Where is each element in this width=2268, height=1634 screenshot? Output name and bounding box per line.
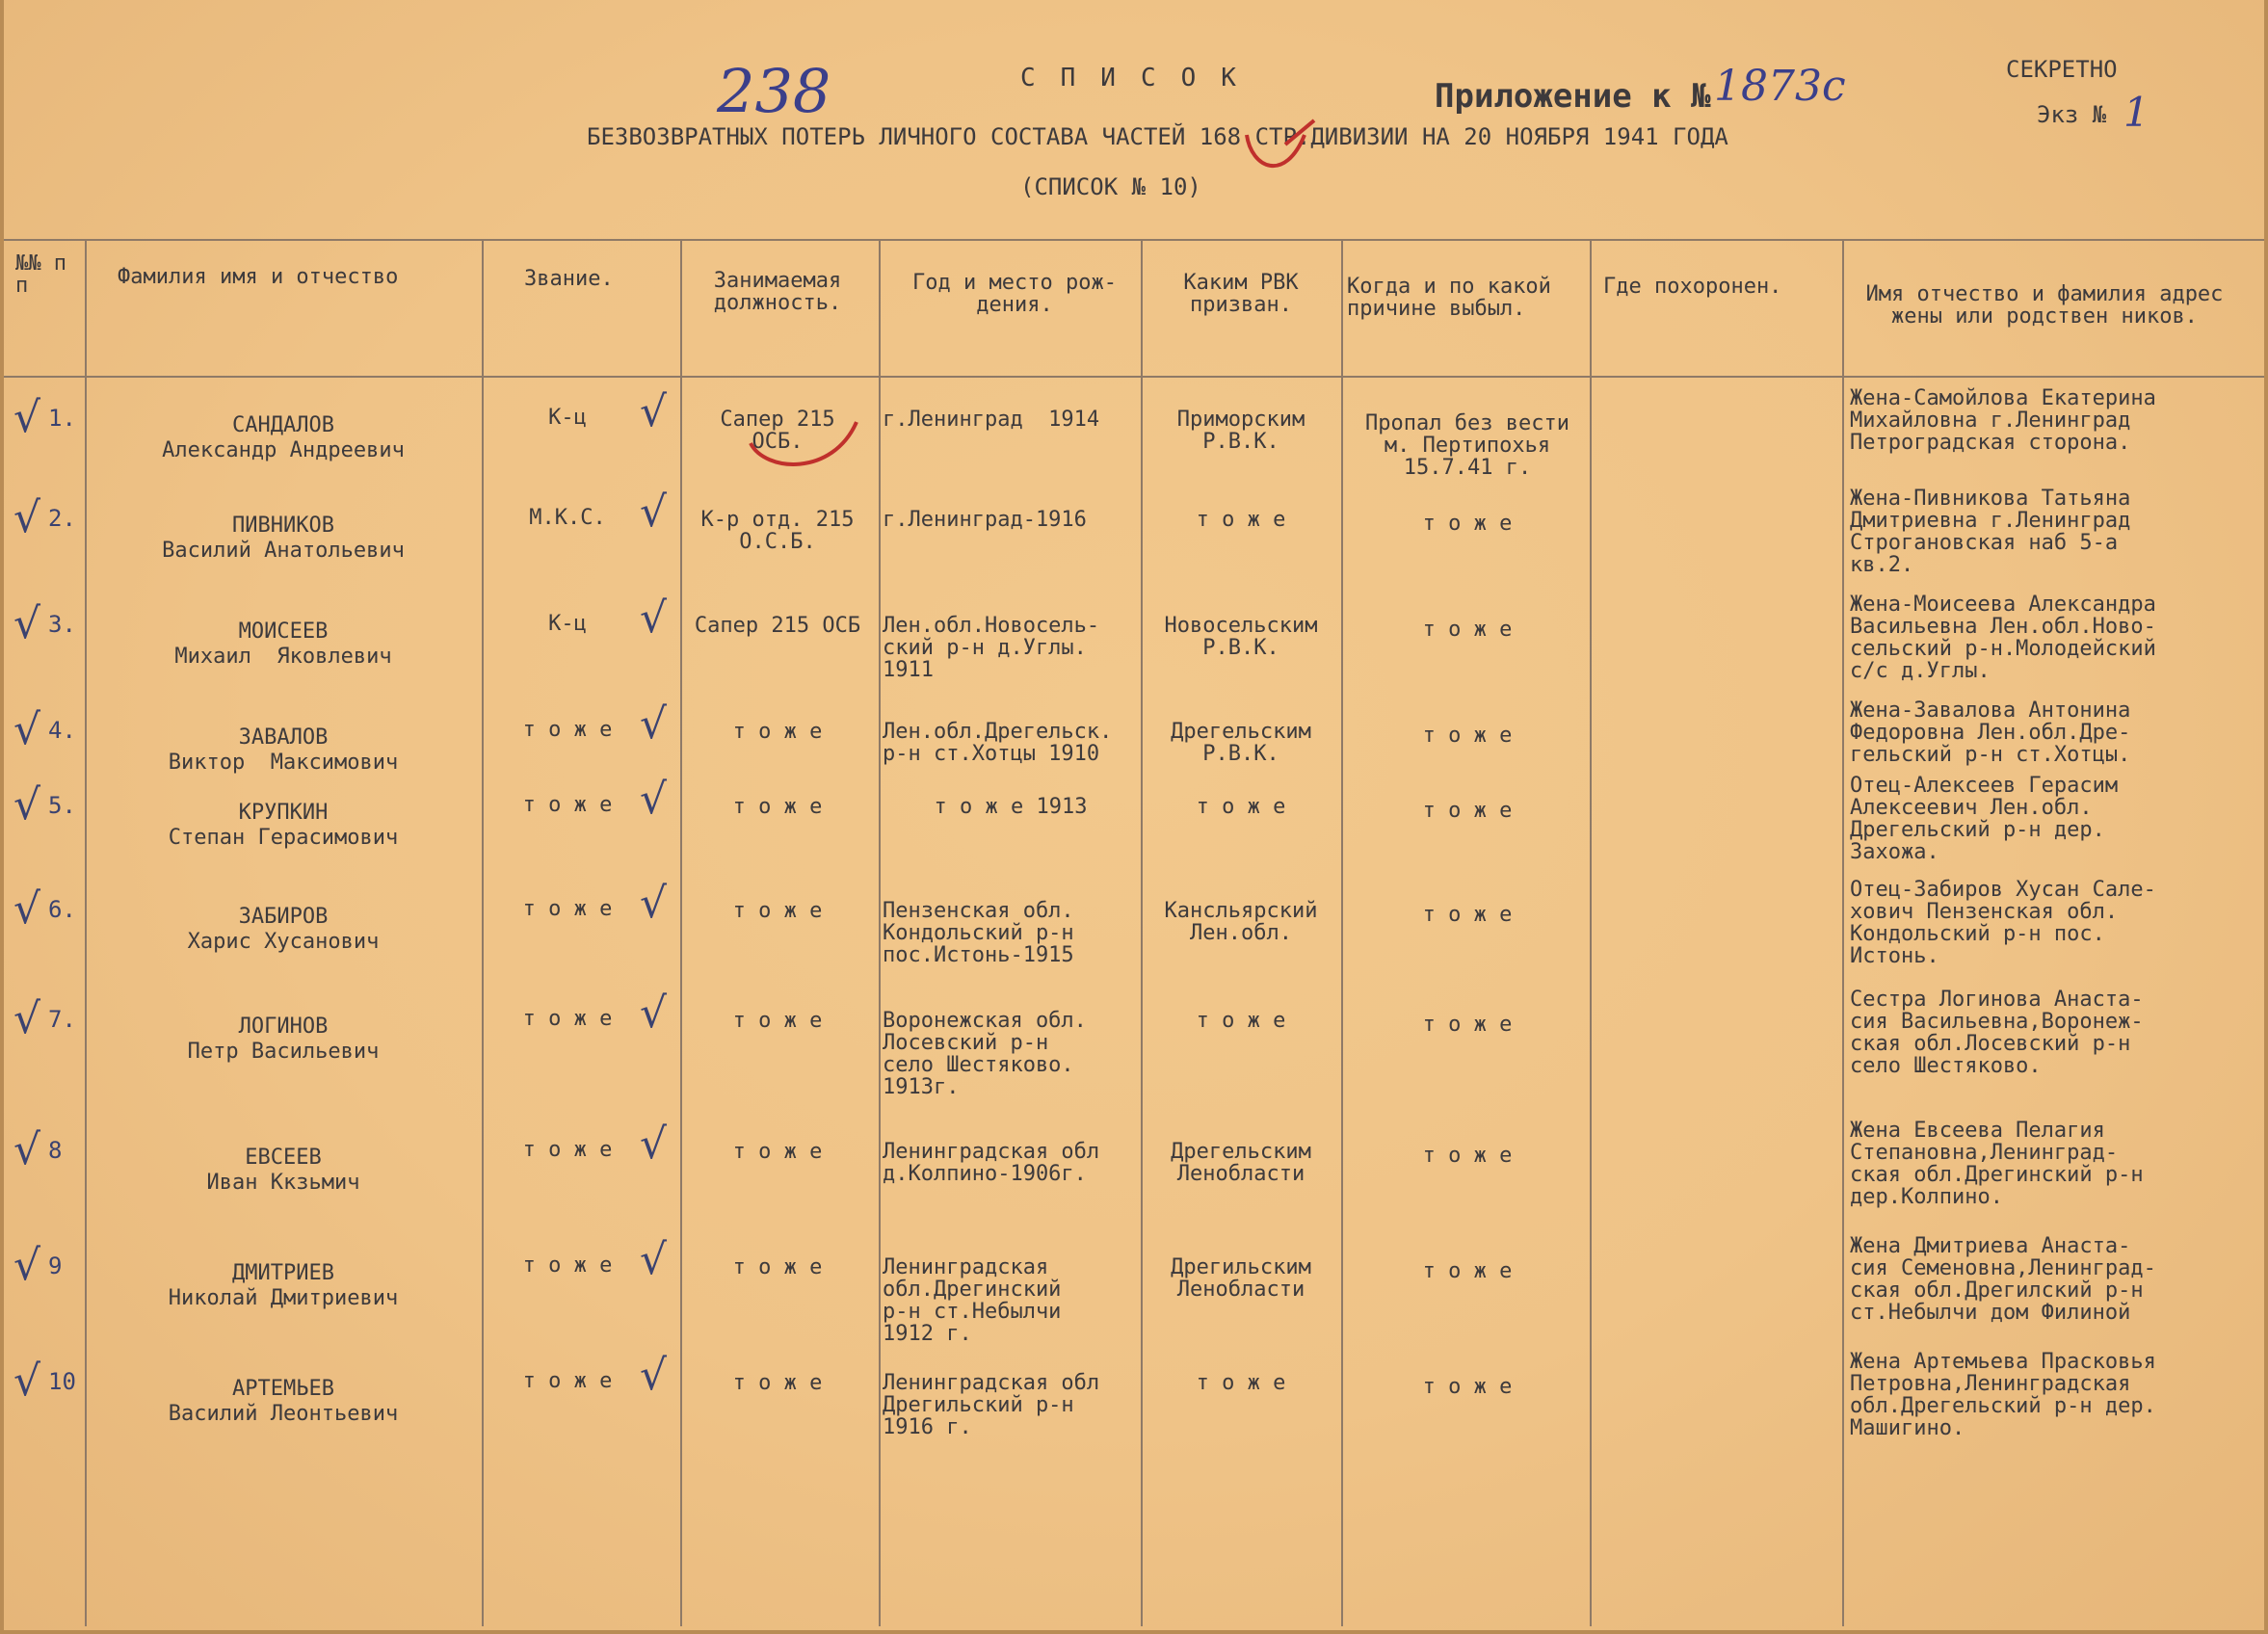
- birth-info: г.Ленинград-1916: [883, 508, 1087, 532]
- reason-left: т о ж е: [1422, 512, 1513, 536]
- relative-info: Жена Дмитриева Анаста- сия Семеновна,Ленинград- ская обл.Дрегилский р-н ст.Небылчи дом Филиной: [1850, 1234, 2156, 1325]
- reason-left: т о ж е: [1422, 1144, 1513, 1168]
- given-names: Василий Анатольевич: [162, 539, 405, 563]
- given-names: Виктор Максимович: [168, 751, 399, 775]
- rank: т о ж е: [522, 1138, 613, 1162]
- given-names: Харис Хусанович: [187, 930, 380, 954]
- position: т о ж е: [732, 1255, 823, 1279]
- position: т о ж е: [732, 720, 823, 744]
- col-header-when: Когда и по какой причине выбыл.: [1347, 275, 1551, 321]
- relative-info: Жена-Завалова Антонина Федоровна Лен.обл.Дре- гельский р-н ст.Хотцы.: [1850, 698, 2131, 767]
- reason-left: т о ж е: [1422, 618, 1513, 642]
- col-header-buried: Где похоронен.: [1603, 275, 1782, 299]
- relative-info: Сестра Логинова Анаста- сия Васильевна,Воронеж- ская обл.Лосевский р-н село Шестяково.: [1850, 988, 2144, 1078]
- drafted-by-rvk: Приморским Р.В.К.: [1176, 408, 1305, 454]
- relative-info: Отец-Забиров Хусан Сале- хович Пензенская обл. Кондольский р-н пос. Истонь.: [1850, 878, 2156, 968]
- given-names: Иван Ккзьмич: [206, 1171, 360, 1195]
- position: Сапер 215 ОСБ.: [720, 408, 835, 454]
- birth-info: Лен.обл.Дрегельск. р-н ст.Хотцы 1910: [883, 720, 1113, 766]
- surname: МОИСЕЕВ: [238, 619, 329, 644]
- copy-number: 1: [2123, 89, 2149, 136]
- document-subtitle: БЕЗВОЗВРАТНЫХ ПОТЕРЬ ЛИЧНОГО СОСТАВА ЧАСТЕЙ 168 СТР.ДИВИЗИИ НА 20 НОЯБРЯ 1941 ГОДА: [587, 123, 1728, 150]
- reason-left: Пропал без вести м. Пертипохья 15.7.41 г.: [1365, 411, 1569, 480]
- handwritten-page-number: 238: [717, 56, 831, 126]
- drafted-by-rvk: Дрегельским Ленобласти: [1171, 1140, 1311, 1186]
- drafted-by-rvk: т о ж е: [1196, 1009, 1286, 1033]
- annex-number: 1873с: [1714, 62, 1846, 111]
- relative-info: Отец-Алексеев Герасим Алексеевич Лен.обл. Дрегельский р-н дер. Захожа.: [1850, 774, 2119, 864]
- row-number: 2.: [48, 505, 76, 532]
- row-number: 9: [48, 1252, 63, 1279]
- margin-checkmark: √: [13, 599, 41, 648]
- rank: М.К.С.: [529, 506, 606, 530]
- relative-info: Жена Артемьева Прасковья Петровна,Ленинградская обл.Дрегельский р-н дер. Машигино.: [1850, 1350, 2156, 1440]
- birth-info: Ленинградская обл.Дрегинский р-н ст.Небылчи 1912 г.: [883, 1255, 1062, 1346]
- col-header-kin: Имя отчество и фамилия адрес жены или родствен ников.: [1865, 282, 2224, 329]
- given-names: Степан Герасимович: [168, 826, 399, 850]
- given-names: Александр Андреевич: [162, 438, 405, 462]
- rank: т о ж е: [522, 1253, 613, 1278]
- position: К-р отд. 215 О.С.Б.: [700, 508, 855, 554]
- birth-info: Лен.обл.Новосель- ский р-н д.Углы. 1911: [883, 614, 1100, 682]
- birth-info: Ленинградская обл Дрегильский р-н 1916 г.: [883, 1371, 1100, 1439]
- drafted-by-rvk: т о ж е: [1196, 795, 1286, 819]
- list-title: СПИСОК: [1020, 64, 1261, 92]
- relative-info: Жена-Пивникова Татьяна Дмитриевна г.Ленинград Строгановская наб 5-а кв.2.: [1850, 487, 2131, 577]
- position: т о ж е: [732, 795, 823, 819]
- rank-checkmark: √: [640, 988, 668, 1038]
- surname: ЛОГИНОВ: [238, 1015, 329, 1039]
- reason-left: т о ж е: [1422, 799, 1513, 823]
- col-header-rvk: Каким РВК призван.: [1183, 271, 1299, 317]
- row-number: 8: [48, 1137, 63, 1164]
- rank-checkmark: √: [640, 699, 668, 749]
- row-number: 3.: [48, 611, 76, 638]
- row-number: 7.: [48, 1006, 76, 1033]
- position: т о ж е: [732, 1371, 823, 1395]
- given-names: Петр Васильевич: [187, 1040, 380, 1064]
- annex-label: Приложение к №: [1435, 77, 1711, 116]
- row-number: 1.: [48, 405, 76, 432]
- reason-left: т о ж е: [1422, 1375, 1513, 1399]
- col-header-number: №№ п п: [15, 251, 66, 298]
- birth-info: Ленинградская обл д.Колпино-1906г.: [883, 1140, 1100, 1186]
- surname: АРТЕМЬЕВ: [232, 1377, 334, 1401]
- surname: КРУПКИН: [238, 801, 329, 825]
- given-names: Василий Леонтьевич: [168, 1402, 399, 1426]
- rank-checkmark: √: [640, 593, 668, 643]
- rank-checkmark: √: [640, 1351, 668, 1400]
- margin-checkmark: √: [13, 1125, 41, 1174]
- rank: т о ж е: [522, 1007, 613, 1031]
- margin-checkmark: √: [13, 994, 41, 1043]
- rank-checkmark: √: [640, 1235, 668, 1284]
- margin-checkmark: √: [13, 705, 41, 754]
- reason-left: т о ж е: [1422, 724, 1513, 748]
- birth-info: г.Ленинград 1914: [883, 408, 1100, 432]
- surname: ПИВНИКОВ: [232, 514, 334, 538]
- margin-checkmark: √: [13, 1357, 41, 1406]
- col-header-birth: Год и место рож- дения.: [912, 271, 1117, 317]
- surname: ЗАБИРОВ: [238, 905, 329, 929]
- rank: К-ц: [548, 612, 587, 636]
- row-number: 6.: [48, 896, 76, 923]
- rank: т о ж е: [522, 897, 613, 921]
- position: т о ж е: [732, 899, 823, 923]
- surname: ЗАВАЛОВ: [238, 725, 329, 750]
- col-header-name: Фамилия имя и отчество: [118, 265, 399, 289]
- surname: ДМИТРИЕВ: [232, 1261, 334, 1285]
- drafted-by-rvk: т о ж е: [1196, 1371, 1286, 1395]
- margin-checkmark: √: [13, 780, 41, 830]
- row-number: 5.: [48, 792, 76, 819]
- reason-left: т о ж е: [1422, 1013, 1513, 1037]
- copy-label: Экз №: [2037, 101, 2107, 128]
- birth-info: Пензенская обл. Кондольский р-н пос.Истонь-1915: [883, 899, 1074, 967]
- margin-checkmark: √: [13, 493, 41, 542]
- rank-checkmark: √: [640, 1120, 668, 1169]
- position: т о ж е: [732, 1140, 823, 1164]
- rank: т о ж е: [522, 718, 613, 742]
- rank-checkmark: √: [640, 879, 668, 928]
- given-names: Николай Дмитриевич: [168, 1286, 399, 1310]
- relative-info: Жена Евсеева Пелагия Степановна,Ленинград- ская обл.Дрегинский р-н дер.Колпино.: [1850, 1119, 2144, 1209]
- rank-checkmark: √: [640, 488, 668, 537]
- col-header-position: Занимаемая должность.: [713, 269, 842, 315]
- col-header-rank: Звание.: [524, 267, 614, 291]
- relative-info: Жена-Самойлова Екатерина Михайловна г.Ленинград Петроградская сторона.: [1850, 386, 2156, 455]
- drafted-by-rvk: Дрегильским Ленобласти: [1171, 1255, 1311, 1302]
- secret-label: СЕКРЕТНО: [2006, 56, 2118, 83]
- rank: К-ц: [548, 406, 587, 430]
- list-number: (СПИСОК № 10): [1020, 173, 1201, 200]
- row-number: 4.: [48, 717, 76, 744]
- document-page: [4, 0, 2264, 1630]
- birth-info: Воронежская обл. Лосевский р-н село Шестяково. 1913г.: [883, 1009, 1087, 1099]
- drafted-by-rvk: Кансльярский Лен.обл.: [1164, 899, 1318, 945]
- birth-info: т о ж е 1913: [934, 795, 1088, 819]
- margin-checkmark: √: [13, 884, 41, 934]
- relative-info: Жена-Моисеева Александра Васильевна Лен.обл.Ново- сельский р-н.Молодейский с/с д.Углы.: [1850, 593, 2156, 683]
- margin-checkmark: √: [13, 1241, 41, 1290]
- rank-checkmark: √: [640, 387, 668, 436]
- surname: САНДАЛОВ: [232, 413, 334, 437]
- margin-checkmark: √: [13, 393, 41, 442]
- rank-checkmark: √: [640, 775, 668, 824]
- row-number: 10: [48, 1368, 76, 1395]
- given-names: Михаил Яковлевич: [174, 645, 392, 669]
- rank: т о ж е: [522, 1369, 613, 1393]
- drafted-by-rvk: Дрегельским Р.В.К.: [1171, 720, 1311, 766]
- drafted-by-rvk: т о ж е: [1196, 508, 1286, 532]
- reason-left: т о ж е: [1422, 1259, 1513, 1283]
- position: т о ж е: [732, 1009, 823, 1033]
- reason-left: т о ж е: [1422, 903, 1513, 927]
- rank: т о ж е: [522, 793, 613, 817]
- position: Сапер 215 ОСБ: [694, 614, 861, 638]
- drafted-by-rvk: Новосельским Р.В.К.: [1164, 614, 1318, 660]
- surname: ЕВСЕЕВ: [245, 1146, 322, 1170]
